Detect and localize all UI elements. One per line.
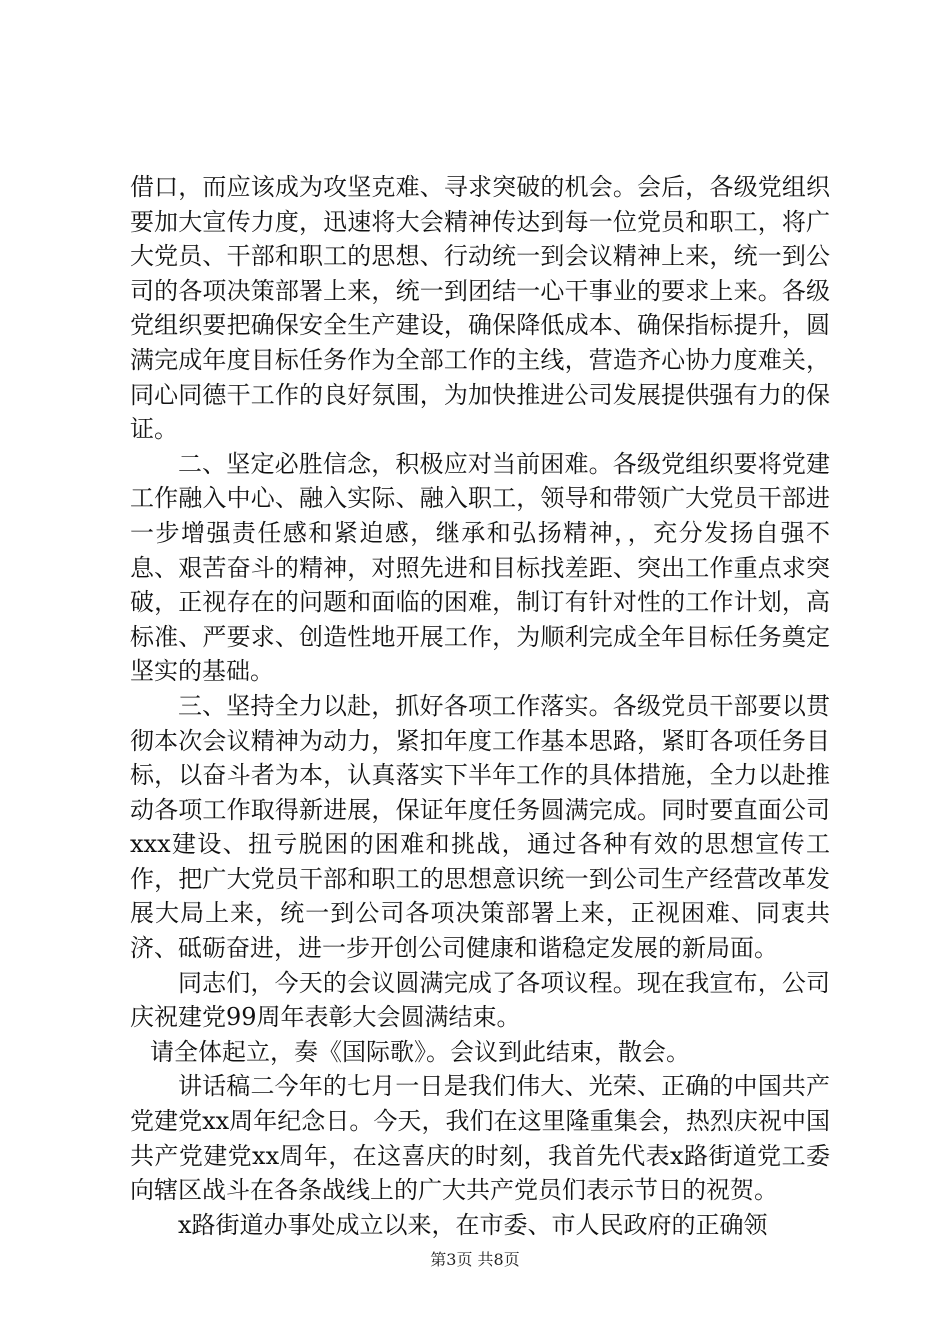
paragraph-6: 讲话稿二今年的七月一日是我们伟大、光荣、正确的中国共产党建党xx周年纪念日。今天，我们在这里隆重集会，热烈庆祝中国共产党建党xx周年，在这喜庆的时刻，我首先代表x路街道党工委向辖区战斗在各条战线上的广大共产党员们表示节日的祝贺。 [130,1072,830,1205]
paragraph-3: 三、坚持全力以赴，抓好各项工作落实。各级党员干部要以贯彻本次会议精神为动力，紧扣年度工作基本思路，紧盯各项任务目标，以奋斗者为本，认真落实下半年工作的具体措施，全力以赴推动各项工作取得新进展，保证年度任务圆满完成。同时要直面公司xxx建设、扭亏脱困的困难和挑战，通过各种有效的思想宣传工作，把广大党员干部和职工的思想意识统一到公司生产经营改革发展大局上来，统一到公司各项决策部署上来，正视困难、同衷共济、砥砺奋进，进一步开创公司健康和谐稳定发展的新局面。 [130,691,830,963]
document-body [130,170,830,1242]
paragraph-5: 请全体起立，奏《国际歌》。会议到此结束，散会。 [150,1037,690,1066]
page-footer [0,1250,950,1270]
paragraph-2: 二、坚定必胜信念，积极应对当前困难。各级党组织要将党建工作融入中心、融入实际、融入职工，领导和带领广大党员干部进一步增强责任感和紧迫感，继承和弘扬精神，，充分发扬自强不息、艰苦奋斗的精神，对照先进和目标找差距、突出工作重点求突破，正视存在的问题和面临的困难，制订有针对性的工作计划，高标准、严要求、创造性地开展工作，为顺利完成全年目标任务奠定坚实的基础。 [130,449,830,686]
page-number-label: 第3页 共8页 [430,1250,520,1269]
paragraph-7: x路街道办事处成立以来，在市委、市人民政府的正确领 [178,1210,768,1239]
paragraph-1: 借口，而应该成为攻坚克难、寻求突破的机会。会后，各级党组织要加大宣传力度，迅速将大会精神传达到每一位党员和职工，将广大党员、干部和职工的思想、行动统一到会议精神上来，统一到公司的各项决策部署上来，统一到团结一心干事业的要求上来。各级党组织要把确保安全生产建设，确保降低成本、确保指标提升，圆满完成年度目标任务作为全部工作的主线，营造齐心协力度难关，同心同德干工作的良好氛围，为加快推进公司发展提供强有力的保证。 [130,173,830,444]
paragraph-4: 同志们，今天的会议圆满完成了各项议程。现在我宣布，公司庆祝建党99周年表彰大会圆满结束。 [130,968,830,1032]
